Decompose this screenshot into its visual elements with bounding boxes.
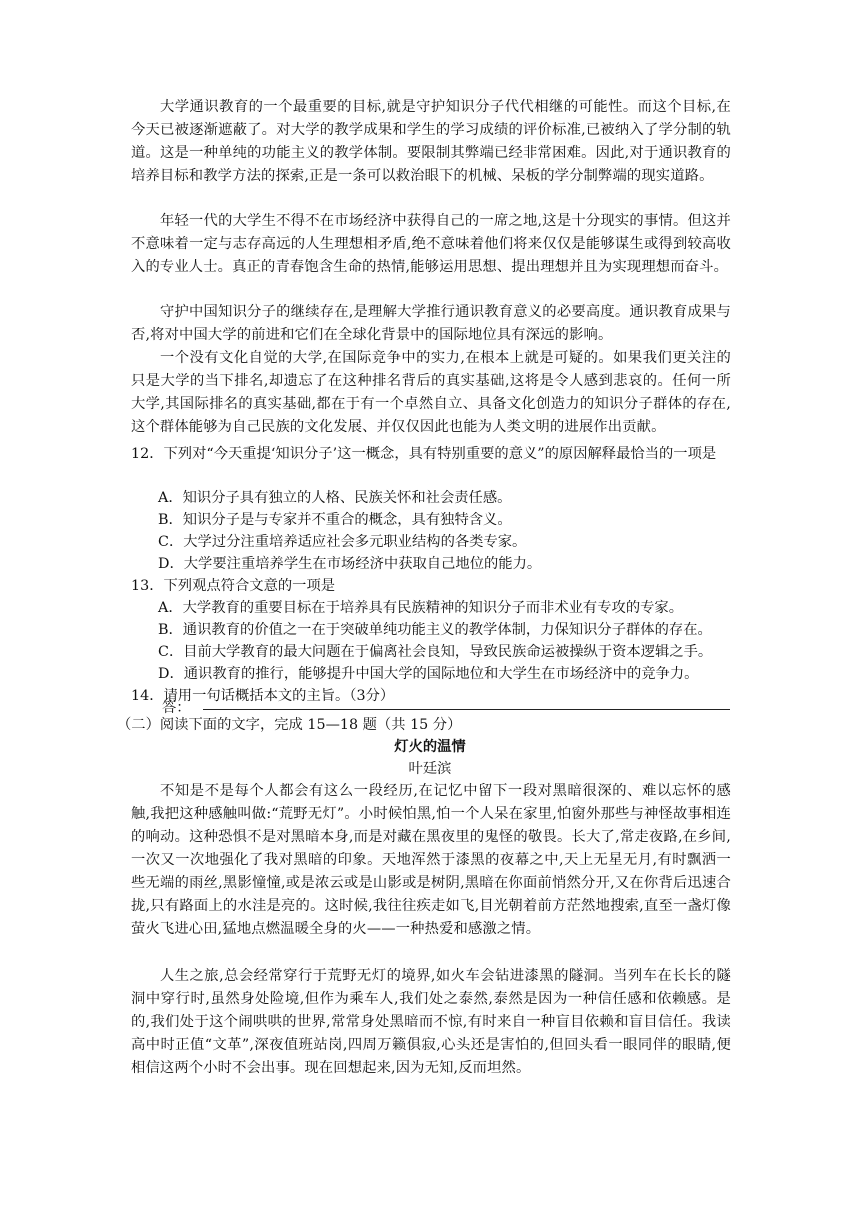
question-13-option-c: C．目前大学教育的最大问题在于偏离社会良知，导致民族命运被操纵于资本逻辑之手。 (158, 644, 713, 660)
question-13-option-a: A．大学教育的重要目标在于培养具有民族精神的知识分子而非术业有专攻的专家。 (158, 600, 684, 616)
question-13-option-d: D．通识教育的推行，能够提升中国大学的国际地位和大学生在市场经济中的竞争力。 (158, 666, 699, 682)
question-12-option-b: B．知识分子是与专家并不重合的概念，具有独特含义。 (158, 512, 512, 528)
article-paragraph-2: 人生之旅,总会经常穿行于荒野无灯的境界,如火车会钻进漆黑的隧洞。当列车在长长的隧洞中穿行时,虽然身处险境,但作为乘车人,我们处之泰然,泰然是因为一种信任感和依赖感。是的,我们处于这个闹哄哄的世界,常常身处黑暗而不惊,有时来自一种盲目依赖和盲目信任。我读高中时正值“文革”,深夜值班站岗,四周万籁俱寂,心头还是害怕的,但回头看一眼同伴的眼睛,便相信这两个小时不会出事。现在回想起来,因为无知,反而坦然。 (131, 968, 731, 1076)
question-13-option-b: B．通识教育的价值之一在于突破单纯功能主义的教学体制，力保知识分子群体的存在。 (158, 622, 712, 638)
answer-line[interactable] (203, 709, 730, 710)
question-13-stem: 13．下列观点符合文意的一项是 (131, 578, 336, 594)
question-12-option-c: C．大学过分注重培养适应社会多元职业结构的各类专家。 (158, 534, 527, 550)
article-title: 灯火的温情 (394, 739, 466, 755)
article-paragraph-1: 不知是不是每个人都会有这么一段经历,在记忆中留下一段对黑暗很深的、难以忘怀的感触,我把这种感触叫做:“荒野无灯”。小时候怕黑,怕一个人呆在家里,怕窗外那些与神怪故事相连的响动。这种恐惧不是对黑暗本身,而是对藏在黑夜里的鬼怪的敬畏。长大了,常走夜路,在乡间,一次又一次地强化了我对黑暗的印象。天地浑然于漆黑的夜幕之中,天上无星无月,有时飘洒一些无端的雨丝,黑影憧憧,或是浓云或是山影或是树阴,黑暗在你面前悄然分开,又在你背后迅速合拢,只有路面上的水洼是亮的。这时候,我往往疾走如飞,目光朝着前方茫然地搜索,直至一盏灯像萤火飞进心田,猛地点燃温暖全身的火——一种热爱和感激之情。 (131, 783, 731, 937)
passage1-paragraph-1: 大学通识教育的一个最重要的目标,就是守护知识分子代代相继的可能性。而这个目标,在今天已被逐渐遮蔽了。对大学的教学成果和学生的学习成绩的评价标准,已被纳入了学分制的轨道。这是一种单纯的功能主义的教学体制。要限制其弊端已经非常困难。因此,对于通识教育的培养目标和教学方法的探索,正是一条可以救治眼下的机械、呆板的学分制弊端的现实道路。 (131, 99, 731, 184)
passage1-paragraph-3: 守护中国知识分子的继续存在,是理解大学推行通识教育意义的必要高度。通识教育成果与否,将对中国大学的前进和它们在全球化背景中的国际地位具有深远的影响。 (131, 304, 731, 343)
question-12-option-a: A．知识分子具有独立的人格、民族关怀和社会责任感。 (158, 490, 512, 506)
question-12-stem: 12．下列对“今天重提‘知识分子’这一概念，具有特别重要的意义”的原因解释最恰当的一项是 (131, 446, 717, 462)
passage1-paragraph-2: 年轻一代的大学生不得不在市场经济中获得自己的一席之地,这是十分现实的事情。但这并不意味着一定与志存高远的人生理想相矛盾,绝不意味着他们将来仅仅是能够谋生或得到较高收入的专业人士。真正的青春饱含生命的热情,能够运用思想、提出理想并且为实现理想而奋斗。 (131, 213, 731, 275)
article-author: 叶廷滨 (408, 761, 452, 777)
question-14-answer-label: 答： (162, 700, 191, 716)
section-2-heading: （二）阅读下面的文字，完成 15—18 题（共 15 分） (117, 717, 462, 733)
question-12-option-d: D．大学要注重培养学生在市场经济中获取自己地位的能力。 (158, 556, 542, 572)
question-14-stem: 14．请用一句话概括本文的主旨。（3分） (131, 688, 395, 704)
passage1-paragraph-4: 一个没有文化自觉的大学,在国际竞争中的实力,在根本上就是可疑的。如果我们更关注的只是大学的当下排名,却遗忘了在这种排名背后的真实基础,这将是令人感到悲哀的。任何一所大学,其国际排名的真实基础,都在于有一个卓然自立、具备文化创造力的知识分子群体的存在,这个群体能够为自己民族的文化发展、并仅仅因此也能为人类文明的进展作出贡献。 (131, 350, 731, 435)
